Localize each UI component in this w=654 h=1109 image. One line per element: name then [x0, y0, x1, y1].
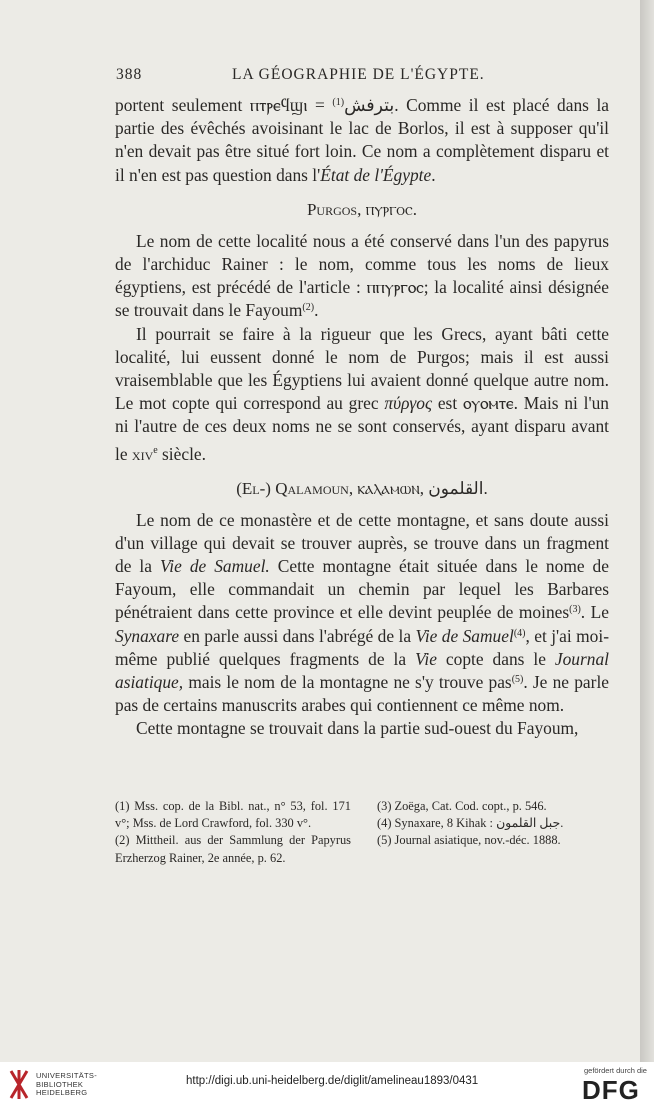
footnote-ref[interactable]: (5): [511, 674, 524, 686]
italic-title: Vie de Samuel.: [159, 556, 270, 577]
text-run: .: [314, 300, 319, 321]
italic-title: Vie: [415, 648, 437, 669]
text-run: siècle.: [157, 443, 206, 464]
library-name-line: HEIDELBERG: [36, 1088, 88, 1097]
text-run: portent seulement ⲡⲧⲣⲉϥϣⲓ = ﺑﺘﺮﻓﺶ: [115, 95, 395, 115]
footnote-1: (1) Mss. cop. de la Bibl. nat., n° 53, fol. 171 v°; Mss. de Lord Crawford, fol. 330 v°.: [115, 799, 351, 831]
text-run: . Comme il est placé dans la partie des évêchés avoisinant le lac de Borlos, il est à supposer qu'il n'en devait pas être situé fort loin. Ce nom a complètement disparu et il n'en est pas question dans l': [115, 95, 610, 185]
text-run: , et j'ai moi-même publié quelques fragments de la: [115, 625, 609, 669]
text-run: Le nom de ce monastère et de cette montagne, et sans doute aussi d'un village qui devait se trouver auprès, se trouve dans un fragment de la: [115, 509, 609, 577]
university-library-logo-icon[interactable]: [8, 1068, 30, 1101]
section-heading-qalamoun: (El-) Qalamoun, ⲕⲁⲗⲁⲙⲱⲛ, ﺍﻟﻘﻠﻤﻮﻥ.: [236, 478, 488, 498]
superscript: e: [153, 444, 158, 456]
paragraph-5: Cette montagne se trouvait dans la partie sud-ouest du Fayoum,: [136, 718, 579, 739]
viewer-footer: [0, 1062, 654, 1109]
footnote-ref[interactable]: (4): [513, 627, 526, 639]
italic-title: Synaxare: [115, 625, 180, 646]
paragraph-4: [115, 509, 609, 718]
greek-word: πύργος: [384, 393, 433, 414]
text-run: est ⲟⲩⲟⲙⲧⲉ. Mais ni l'un ni l'autre de ces deux noms ne se sont conservés, ayant disparu avant le: [115, 393, 609, 464]
italic-title: Journal asiatique,: [115, 648, 609, 693]
funding-note: gefördert durch die: [584, 1066, 647, 1075]
paragraph-3: [115, 323, 609, 466]
text-run: . Je ne parle pas de certains manuscrits arabes qui contiennent ce même nom.: [115, 672, 609, 716]
text-run: en parle aussi dans l'abrégé de la: [179, 625, 416, 646]
text-block: [115, 64, 609, 741]
footnote-4: (4) Synaxare, 8 Kihak : ﺟﺒﻞ ﺍﻟﻘﻠﻤﻮﻥ.: [377, 816, 564, 831]
library-name-line: BIBLIOTHEK: [36, 1079, 84, 1089]
permalink-url[interactable]: http://digi.ub.uni-heidelberg.de/diglit/amelineau1893/0431: [186, 1075, 479, 1087]
italic-title: Vie de Samuel: [415, 625, 514, 646]
footnotes-right: [377, 798, 609, 867]
text-run: Le nom de cette localité nous a été conservé dans l'un des papyrus de l'archiduc Rainer : le nom, comme tous les noms de lieux égyptiens, est précédé de l'article : ⲡⲡⲩⲣⲅⲟⲥ; la localité ainsi désignée se trouvait dans le Fayoum: [115, 230, 609, 321]
footnote-ref[interactable]: (1): [332, 97, 345, 108]
running-header: [115, 64, 609, 88]
section-heading-purgos: Purgos, ⲡⲩⲣⲅⲟⲥ.: [306, 199, 418, 219]
italic-title: État de l'Égypte: [320, 164, 432, 185]
century-numeral: xiv: [131, 443, 154, 464]
footnote-ref[interactable]: (3): [569, 604, 581, 616]
footnotes-left: [115, 798, 351, 867]
footnote-2: (2) Mittheil. aus der Sammlung der Papyrus Erzherzog Rainer, 2e année, p. 62.: [115, 833, 351, 865]
text-run: Il pourrait se faire à la rigueur que les Grecs, ayant bâti cette localité, lui eussent donné le nom de Purgos; mais il est aussi vraisemblable que les Égyptiens lui avaient donné quelque autre nom. Le mot copte qui correspond au grec: [115, 323, 609, 414]
text-run: . Le: [580, 602, 609, 623]
text-run: Cette montagne était située dans le nome de Fayoum, elle commandait un chemin par lequel les Barbares pénétraient dans cette province et elle devint peuplée de moines: [115, 556, 609, 623]
dfg-logo[interactable]: DFG: [582, 1075, 640, 1105]
paragraph-1: [115, 94, 609, 187]
library-name: [36, 1072, 97, 1098]
footnote-3: (3) Zoëga, Cat. Cod. copt., p. 546.: [377, 799, 547, 813]
footnotes: [115, 798, 609, 867]
paragraph-2: [115, 230, 609, 323]
text-run: .: [431, 164, 436, 185]
running-title: LA GÉOGRAPHIE DE L'ÉGYPTE.: [232, 66, 485, 83]
page-edge: [640, 0, 654, 1062]
page-number: 388: [116, 66, 143, 83]
footnote-5: (5) Journal asiatique, nov.-déc. 1888.: [377, 833, 561, 848]
text-run: mais le nom de la montagne ne s'y trouve pas: [183, 672, 512, 693]
text-run: copte dans le: [436, 648, 555, 669]
library-name-line: UNIVERSITÄTS-: [36, 1071, 97, 1080]
footnote-ref[interactable]: (2): [302, 302, 315, 314]
